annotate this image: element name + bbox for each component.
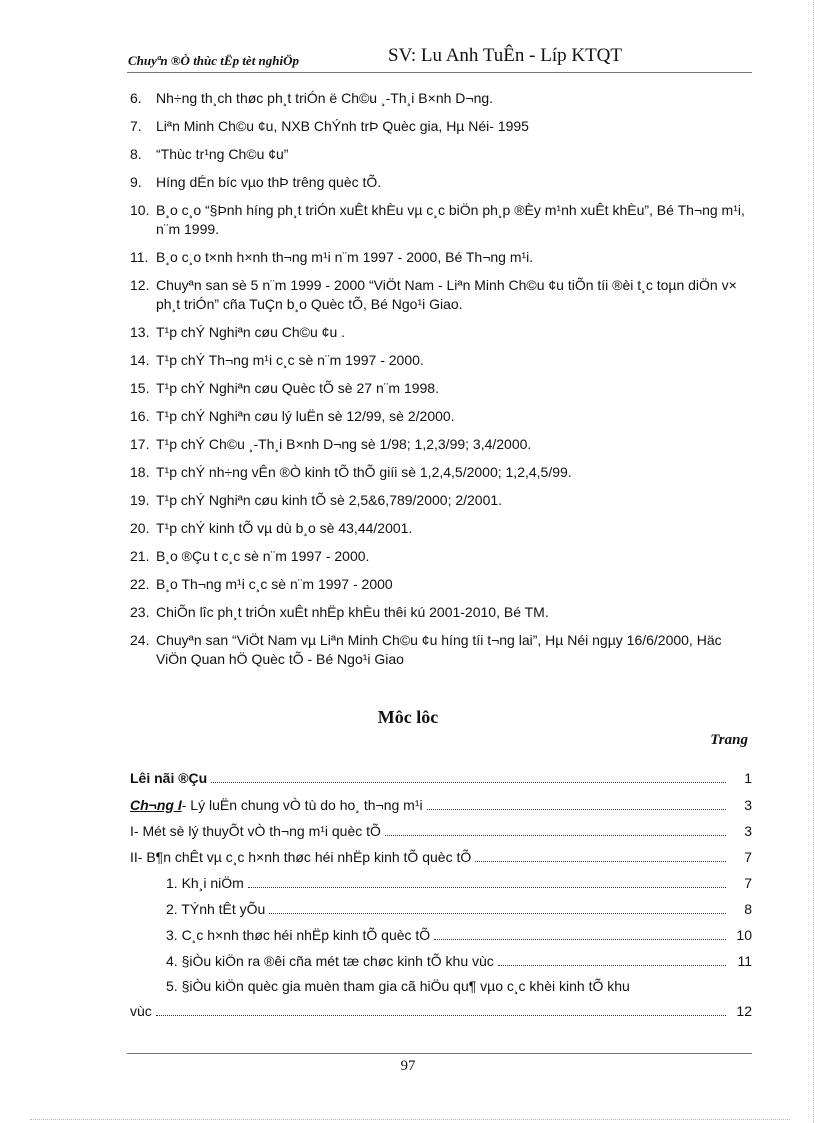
reference-item: 11. B¸o c¸o t×nh h×nh th¬ng m¹i n¨m 1997 - 2000, Bé Th¬ng m¹i. xyxy=(130,249,534,265)
toc-entry-page: 7 xyxy=(744,849,752,865)
toc-entry[interactable] xyxy=(130,849,752,869)
reference-item: 22. B¸o Th¬ng m¹i c¸c sè n¨m 1997 - 2000 xyxy=(130,576,393,592)
toc-entry-label: 4. §iÒu kiÖn ra ®êi cña mét tæ chøc kinh tÕ khu vùc xyxy=(166,953,494,969)
toc-entry-page: 7 xyxy=(744,875,752,891)
toc-entry[interactable] xyxy=(130,797,752,817)
reference-item: 14. T¹p chÝ Th¬ng m¹i c¸c sè n¨m 1997 - 2000. xyxy=(130,352,424,368)
reference-item: 18. T¹p chÝ nh÷ng vÊn ®Ò kinh tÕ thÕ giíi sè 1,2,4,5/2000; 1,2,4,5/99. xyxy=(130,464,572,480)
toc-entry-page: 12 xyxy=(736,1003,752,1019)
toc-entry-label: Lêi nãi ®Çu xyxy=(130,770,208,786)
toc-entry-page: 11 xyxy=(737,953,752,969)
reference-item: 16. T¹p chÝ Nghiªn cøu lý luËn sè 12/99, sè 2/2000. xyxy=(130,408,455,424)
toc-entry[interactable] xyxy=(166,875,752,895)
reference-item: 23. ChiÕn lîc ph¸t triÓn xuÊt nhËp khÈu thêi kú 2001-2010, Bé TM. xyxy=(130,604,549,620)
header-title-left: Chuyªn ®Ò thùc tËp tèt nghiÖp xyxy=(128,53,300,68)
reference-item: 19. T¹p chÝ Nghiªn cøu kinh tÕ sè 2,5&6,789/2000; 2/2001. xyxy=(130,492,503,508)
reference-item: 6. Nh÷ng th¸ch thøc ph¸t triÓn ë Ch©u ¸-Th¸i B×nh D¬ng. xyxy=(130,90,494,106)
header-author-right: SV: Lu Anh TuÊn - Líp KTQT xyxy=(388,45,623,66)
toc-entry-label: 3. C¸c h×nh thøc héi nhËp kinh tÕ quèc tÕ xyxy=(166,927,431,943)
toc-leader xyxy=(434,939,726,940)
toc-leader xyxy=(385,835,726,836)
toc-entry-label: 1. Kh¸i niÖm xyxy=(166,875,244,891)
toc-entry-page: 10 xyxy=(736,927,752,943)
toc-entry[interactable] xyxy=(130,770,752,790)
reference-item: 7. Liªn Minh Ch©u ¢u, NXB ChÝnh trÞ Quèc gia, Hµ Néi- 1995 xyxy=(130,118,529,134)
toc-leader xyxy=(427,809,726,810)
toc-leader xyxy=(211,782,726,783)
page-number: 97 xyxy=(400,1058,416,1074)
page-edge-bottom xyxy=(30,1119,790,1120)
reference-item: 8. “Thùc tr¹ng Ch©u ¢u” xyxy=(130,146,289,162)
reference-item: 17. T¹p chÝ Ch©u ¸-Th¸i B×nh D¬ng sè 1/98; 1,2,3/99; 3,4/2000. xyxy=(130,436,532,452)
toc-entry-label: - Lý luËn chung vÒ tù do ho¸ th¬ng m¹i xyxy=(181,797,423,813)
toc-entry[interactable] xyxy=(130,823,752,843)
toc-entry-label: I- Mét sè lý thuyÕt vÒ th¬ng m¹i quèc tÕ xyxy=(130,823,381,839)
reference-item: 10. B¸o c¸o “§Þnh híng ph¸t triÓn xuÊt khÈu vµ c¸c biÖn ph¸p ®Èy m¹nh xuÊt khÈu”, Bé Th¬ng m¹i, n¨m 1999. xyxy=(130,202,745,237)
toc-entry-label: II- B¶n chÊt vµ c¸c h×nh thøc héi nhËp kinh tÕ quèc tÕ xyxy=(130,849,472,865)
reference-item: 15. T¹p chÝ Nghiªn cøu Quèc tÕ sè 27 n¨m 1998. xyxy=(130,380,439,396)
reference-item: 21. B¸o ®Çu t c¸c sè n¨m 1997 - 2000. xyxy=(130,548,370,564)
toc-leader xyxy=(475,861,726,862)
toc-entry-page: 3 xyxy=(744,823,752,839)
toc-entry[interactable] xyxy=(130,1003,752,1023)
toc-entry-label-cont: vùc xyxy=(130,1003,152,1019)
toc-entry-page: 8 xyxy=(744,901,752,917)
toc-chapter-label: Ch¬ng I xyxy=(130,797,182,813)
header-divider xyxy=(127,72,752,73)
toc-leader xyxy=(156,1015,726,1016)
reference-item: 12. Chuyªn san sè 5 n¨m 1999 - 2000 “ViÖt Nam - Liªn Minh Ch©u ¢u tiÕn tíi ®èi t¸c toµn diÖn v× ph¸t triÓn” cña TuÇn b¸o Quèc tÕ, Bé Ngo¹i Giao. xyxy=(130,277,737,312)
toc-leader xyxy=(269,913,726,914)
toc-page-heading: Trang xyxy=(710,732,748,748)
reference-item: 9. Híng dÉn bíc vµo thÞ trêng quèc tÕ. xyxy=(130,174,382,190)
page-edge-right xyxy=(813,0,814,1123)
reference-item: 20. T¹p chÝ kinh tÕ vµ dù b¸o sè 43,44/2001. xyxy=(130,520,413,536)
toc-entry[interactable] xyxy=(166,901,752,921)
toc-title: Môc lôc xyxy=(377,707,439,727)
reference-item: 13. T¹p chÝ Nghiªn cøu Ch©u ¢u . xyxy=(130,324,346,340)
toc-entry-page: 3 xyxy=(744,797,752,813)
footer-divider xyxy=(127,1053,752,1054)
toc-entry-label: 2. TÝnh tÊt yÕu xyxy=(166,901,266,917)
toc-leader xyxy=(498,965,726,966)
toc-entry-page: 1 xyxy=(744,770,752,786)
toc-entry-label-line1[interactable]: 5. §iÒu kiÖn quèc gia muèn tham gia cã hiÖu qu¶ vµo c¸c khèi kinh tÕ khu xyxy=(166,978,630,994)
toc-entry[interactable] xyxy=(166,927,752,947)
toc-leader xyxy=(248,887,726,888)
toc-entry[interactable] xyxy=(166,953,752,973)
reference-item: 24. Chuyªn san “ViÖt Nam vµ Liªn Minh Ch©u ¢u híng tíi t¬ng lai”, Hµ Néi ngµy 16/6/2000, Häc ViÖn Quan hÖ Quèc tÕ - Bé Ngo¹i Giao xyxy=(130,632,722,667)
